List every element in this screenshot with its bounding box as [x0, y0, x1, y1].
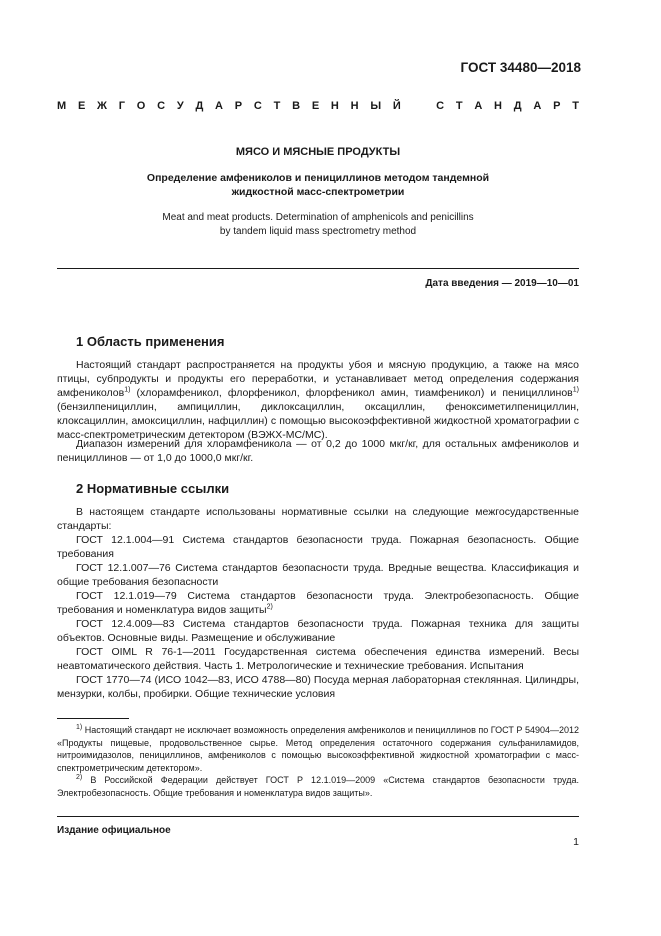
heading-letter: Д	[513, 100, 522, 112]
heading-letter: Р	[553, 100, 561, 112]
footnote-text: Настоящий стандарт не исключает возможность определения амфениколов и пенициллинов по ГОСТ Р 54904—2012 «Продукты пищевые, продовольственное сырье. Метод определения остаточного содержания сульфаниламидов, нитроимидазолов, пенициллинов, амфениколов с помощью высокоэффективной жидкостной хроматографии с масс-спектрометрическим детектором».	[57, 725, 579, 773]
footnote-ref: 1)	[572, 386, 579, 394]
interstate-standard-heading	[57, 100, 579, 112]
footnote-text: В Российской Федерации действует ГОСТ Р 12.1.019—2009 «Система стандартов безопасности труда. Электробезопасность. Общие требования и номенклатура видов защиты».	[57, 775, 579, 798]
heading-letter: С	[253, 100, 262, 112]
footnote-divider	[57, 718, 129, 719]
footnote-ref: 1)	[124, 386, 131, 394]
footnote-mark: 2)	[76, 774, 83, 781]
effective-date: Дата введения — 2019—10—01	[425, 278, 579, 289]
footnote	[57, 724, 579, 774]
scope-text: (хлорамфеникол, флорфеникол, флорфеникол амин, тиамфеникол) и пенициллинов	[130, 387, 573, 399]
reference-item: ГОСТ 12.1.004—91 Система стандартов безопасности труда. Пожарная безопасность. Общие требования	[57, 534, 579, 560]
heading-letter: Ы	[370, 100, 382, 112]
heading-letter: Н	[330, 100, 339, 112]
heading-letter: Д	[195, 100, 204, 112]
heading-letter: С	[436, 100, 445, 112]
heading-letter: М	[57, 100, 67, 112]
document-subtitle-en	[57, 211, 579, 239]
footnote-mark: 1)	[76, 724, 83, 731]
edition-label: Издание официальное	[57, 825, 171, 836]
range-paragraph: Диапазон измерений для хлорамфеникола — от 0,2 до 1000 мкг/кг, для остальных амфениколов и пенициллинов — от 1,0 до 1000,0 мкг/кг.	[57, 438, 579, 464]
heading-letter: Т	[572, 100, 579, 112]
scope-text: (бензилпенициллин, ампициллин, диклоксациллин, оксациллин, феноксиметилпенициллин, клоксациллин, амоксициллин, нафциллин) с помощью высокоэффективной жидкостной хроматографии с масс-спектрометрическим детектором (ВЭЖХ-МС/МС).	[57, 401, 579, 441]
heading-letter: Р	[234, 100, 243, 112]
reference-item: ГОСТ OIML R 76-1—2011 Государственная система обеспечения единства измерений. Весы неавтоматического действия. Часть 1. Метрологические и технические требования. Испытания	[57, 646, 579, 672]
divider	[57, 268, 579, 269]
heading-letter: Е	[77, 100, 86, 112]
section-title-scope: 1 Область применения	[76, 334, 225, 349]
heading-letter: Т	[455, 100, 463, 112]
reference-text: ГОСТ 12.1.019—79 Система стандартов безопасности труда. Электробезопасность. Общие требования и номенклатура видов защиты	[57, 590, 579, 616]
subtitle-en-line: Meat and meat products. Determination of amphenicols and penicillins	[162, 212, 474, 223]
heading-letter: А	[474, 100, 483, 112]
subtitle-en-line: by tandem liquid mass spectrometry method	[219, 226, 417, 237]
heading-letter: О	[136, 100, 146, 112]
page-number: 1	[573, 836, 579, 848]
subtitle-ru-line: Определение амфениколов и пенициллинов методом тандемной	[146, 172, 490, 184]
heading-letter: Т	[273, 100, 281, 112]
heading-letter: Н	[494, 100, 502, 112]
document-title: МЯСО И МЯСНЫЕ ПРОДУКТЫ	[235, 146, 401, 158]
footnotes	[57, 724, 579, 799]
heading-letter: А	[215, 100, 223, 112]
gost-number: ГОСТ 34480—2018	[460, 60, 581, 75]
document-subtitle-ru	[57, 171, 579, 199]
footnote	[57, 774, 579, 799]
references-intro: В настоящем стандарте использованы нормативные ссылки на следующие межгосударственные стандарты:	[57, 506, 579, 532]
footer-divider	[57, 816, 579, 817]
heading-letter: В	[292, 100, 301, 112]
heading-letter: Г	[118, 100, 126, 112]
heading-letter: С	[157, 100, 166, 112]
subtitle-ru-line: жидкостной масс-спектрометрии	[231, 186, 405, 198]
references-list	[57, 533, 579, 701]
reference-item: ГОСТ 12.1.007—76 Система стандартов безопасности труда. Вредные вещества. Классификация и общие требования безопасности	[57, 562, 579, 588]
footnote-ref: 2)	[266, 603, 273, 611]
heading-letter: Й	[392, 100, 401, 112]
reference-item: ГОСТ 1770—74 (ИСО 1042—83, ИСО 4788—80) Посуда мерная лабораторная стеклянная. Цилиндры, мензурки, колбы, пробирки. Общие технические условия	[57, 674, 579, 700]
reference-item: ГОСТ 12.4.009—83 Система стандартов безопасности труда. Пожарная техника для защиты объектов. Основные виды. Размещение и обслуживание	[57, 618, 579, 644]
heading-letter: У	[176, 100, 184, 112]
heading-letter: А	[533, 100, 542, 112]
scope-paragraph	[57, 358, 579, 442]
scope-text: Настоящий стандарт распространяется на продукты убоя и мясную продукцию, а также на мясо птицы, субпродукты и продукты его переработки, и устанавливает метод определения содержания амфениколов	[57, 359, 579, 399]
heading-letter: Ж	[97, 100, 107, 112]
heading-letter: Е	[311, 100, 320, 112]
heading-letter: Н	[350, 100, 359, 112]
section-title-references: 2 Нормативные ссылки	[76, 481, 230, 496]
reference-item	[57, 589, 579, 617]
